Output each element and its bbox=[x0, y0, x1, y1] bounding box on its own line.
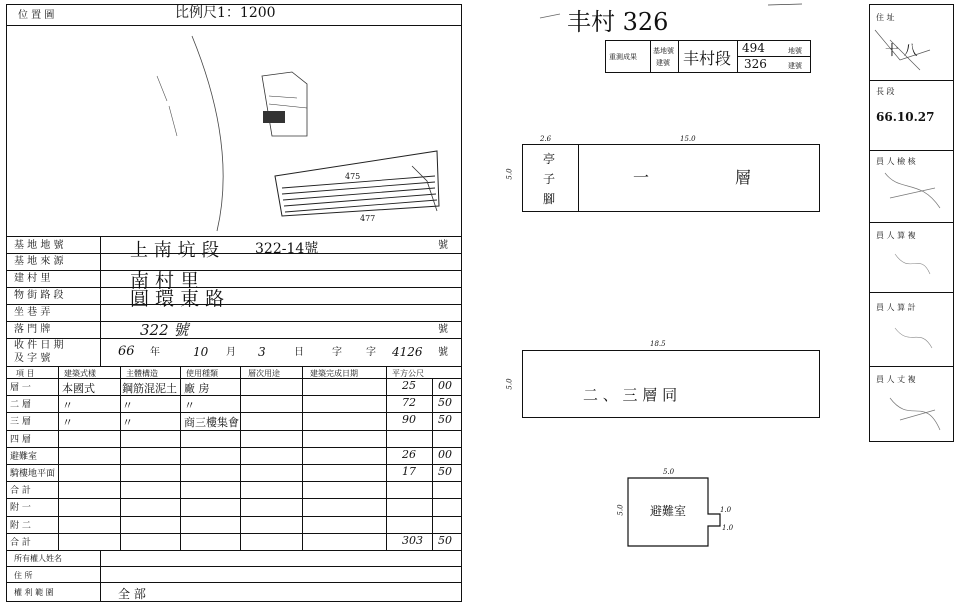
field-value-village: 南 村 里 bbox=[130, 270, 200, 292]
stamp-land-unit: 地號 bbox=[788, 47, 802, 55]
table-header-structure: 主體構造 bbox=[126, 369, 158, 378]
field-suffix-parcel: 號 bbox=[438, 240, 448, 251]
strip-stamp-4 bbox=[880, 390, 950, 440]
scale-label: 比例尺1：1200 bbox=[175, 5, 276, 21]
village-handwritten: 丰村 326 bbox=[567, 8, 669, 36]
floor1-dim-side: 5.0 bbox=[505, 168, 514, 180]
cell-item: 騎樓地平面 bbox=[10, 469, 56, 479]
cell-style: 本國式 bbox=[62, 382, 95, 395]
field-value-parcel: 上 南 坑 段 bbox=[130, 240, 220, 261]
receipt-month-unit: 月 bbox=[226, 347, 236, 358]
cell-item: 四 層 bbox=[10, 434, 31, 445]
cell-item: 層 一 bbox=[10, 383, 31, 393]
field-label-lane: 坐 巷 弄 bbox=[14, 307, 51, 318]
cell-area-dec: 00 bbox=[438, 447, 452, 461]
pavilion-char-2: 子 bbox=[543, 172, 556, 186]
strip-label-check: 員 人 檢 核 bbox=[876, 157, 916, 166]
shelter-dim-top: 5.0 bbox=[663, 468, 675, 476]
floor1-dim-top: 15.0 bbox=[680, 135, 696, 143]
owner-address-label: 住 所 bbox=[14, 571, 33, 580]
stamp-label-building: 建號 bbox=[656, 59, 670, 67]
stamp-building-unit: 建號 bbox=[788, 62, 802, 70]
table-header-style: 建築式樣 bbox=[64, 369, 96, 378]
pavilion-char-1: 亭 bbox=[543, 152, 556, 166]
receipt-zi: 字 bbox=[366, 347, 376, 358]
floor23-dim-side: 5.0 bbox=[505, 378, 514, 390]
strip-scribble-1 bbox=[870, 20, 954, 80]
receipt-label-2: 及 字 號 bbox=[14, 353, 51, 364]
floor1-plan bbox=[522, 144, 820, 212]
cell-area-dec: 50 bbox=[438, 465, 452, 478]
stamp-land-number: 494 bbox=[742, 41, 765, 55]
field-label-road: 物 街 路 段 bbox=[14, 290, 64, 301]
floor1-dim-left: 2.6 bbox=[540, 135, 552, 143]
shelter-dim-small-1: 1.0 bbox=[720, 506, 732, 514]
strip-label-section: 長 段 bbox=[876, 87, 895, 96]
table-header-date: 建築完成日期 bbox=[310, 369, 358, 378]
cell-item: 二 層 bbox=[10, 400, 31, 411]
owner-rights-value: 全 部 bbox=[118, 587, 146, 601]
receipt-day: 3 bbox=[258, 345, 266, 359]
field-label-parcel: 基 地 地 號 bbox=[14, 240, 64, 251]
receipt-month: 10 bbox=[193, 345, 209, 359]
strip-stamp-2 bbox=[880, 246, 950, 286]
location-sketch-map bbox=[7, 26, 461, 236]
cell-structure: 〃 bbox=[122, 399, 133, 413]
cell-item: 附 一 bbox=[10, 503, 31, 514]
shelter-dim-side: 5.0 bbox=[616, 504, 625, 516]
receipt-year-unit: 年 bbox=[150, 347, 160, 358]
pavilion-char-3: 腳 bbox=[543, 192, 556, 206]
cell-area-int: 90 bbox=[402, 413, 416, 427]
owner-rights-label: 權 利 範 圍 bbox=[14, 588, 54, 597]
pen-strokes bbox=[540, 0, 820, 30]
stamp-building-number: 326 bbox=[744, 57, 767, 71]
location-map-title: 位 置 圖 bbox=[18, 10, 55, 21]
cell-style: 〃 bbox=[62, 416, 73, 430]
cell-area-dec: 50 bbox=[438, 413, 452, 427]
cell-structure: 〃 bbox=[122, 416, 133, 430]
floor23-label: 二 、 三 層 同 bbox=[583, 386, 678, 404]
field-label-door: 落 門 牌 bbox=[14, 324, 51, 335]
floor23-dim-top: 18.5 bbox=[650, 340, 666, 348]
cell-item: 附 二 bbox=[10, 520, 31, 531]
stamp-label-land: 基地號 bbox=[653, 47, 674, 55]
cell-area-int: 72 bbox=[402, 396, 416, 410]
cell-item: 合 計 bbox=[10, 537, 31, 548]
field-value-road: 圓 環 東 路 bbox=[130, 288, 225, 310]
receipt-word: 字 bbox=[332, 347, 342, 358]
field-suffix-door: 號 bbox=[438, 324, 448, 335]
strip-label-calc: 員 人 算 計 bbox=[876, 303, 916, 312]
cell-area-dec: 50 bbox=[438, 396, 452, 410]
field-label-village: 建 村 里 bbox=[14, 273, 51, 284]
field-value-door: 322 號 bbox=[140, 321, 189, 339]
floor1-label-floor: 層 bbox=[735, 168, 752, 187]
cell-use: 〃 bbox=[184, 399, 195, 413]
strip-label-survey: 員 人 丈 複 bbox=[876, 375, 916, 384]
receipt-year: 66 bbox=[118, 344, 135, 359]
strip-hand-address: 十 八 bbox=[885, 43, 918, 59]
cell-area-int: 303 bbox=[402, 533, 423, 547]
shelter-dim-small-2: 1.0 bbox=[722, 524, 734, 532]
parcel-number-475: 475 bbox=[345, 172, 361, 181]
field-label-source: 基 地 來 源 bbox=[14, 256, 64, 267]
strip-label-address: 住 址 bbox=[876, 13, 895, 22]
strip-label-recalc: 員 人 算 複 bbox=[876, 231, 916, 240]
cell-area-int: 25 bbox=[402, 379, 416, 392]
owner-name-label: 所有權人姓名 bbox=[14, 554, 62, 563]
receipt-label-1: 收 件 日 期 bbox=[14, 340, 64, 351]
floor1-label-one: 一 bbox=[633, 168, 650, 187]
table-header-use: 使用種類 bbox=[186, 369, 218, 378]
cell-area-int: 26 bbox=[402, 447, 416, 461]
strip-date: 66.10.27 bbox=[876, 110, 935, 124]
receipt-hao: 號 bbox=[438, 347, 448, 358]
shelter-label: 避難室 bbox=[650, 504, 687, 518]
stamp-village: 丰村段 bbox=[683, 49, 732, 68]
cell-style: 〃 bbox=[62, 399, 73, 413]
stamp-label-result: 重測成果 bbox=[609, 53, 637, 61]
strip-stamp-1 bbox=[880, 168, 950, 218]
receipt-day-unit: 日 bbox=[294, 347, 304, 358]
cell-area-int: 17 bbox=[402, 465, 416, 478]
cell-item: 三 層 bbox=[10, 417, 31, 428]
cell-use: 商三樓集會 bbox=[184, 416, 239, 430]
cell-area-dec: 00 bbox=[438, 379, 452, 392]
table-header-item: 項 目 bbox=[16, 369, 35, 378]
cell-item: 避難室 bbox=[10, 451, 38, 462]
cell-use: 廠 房 bbox=[184, 382, 210, 395]
cell-area-dec: 50 bbox=[438, 533, 452, 547]
receipt-number: 4126 bbox=[392, 345, 423, 359]
cell-structure: 鋼筋混泥土 bbox=[122, 382, 177, 395]
table-header-area: 平方公尺 bbox=[392, 369, 424, 378]
parcel-number-477: 477 bbox=[360, 214, 376, 223]
strip-stamp-3 bbox=[880, 318, 950, 358]
cell-item: 合 計 bbox=[10, 486, 31, 497]
field-value-parcel-no: 322-14號 bbox=[255, 241, 319, 257]
table-header-floor-use: 層次用途 bbox=[248, 369, 280, 378]
